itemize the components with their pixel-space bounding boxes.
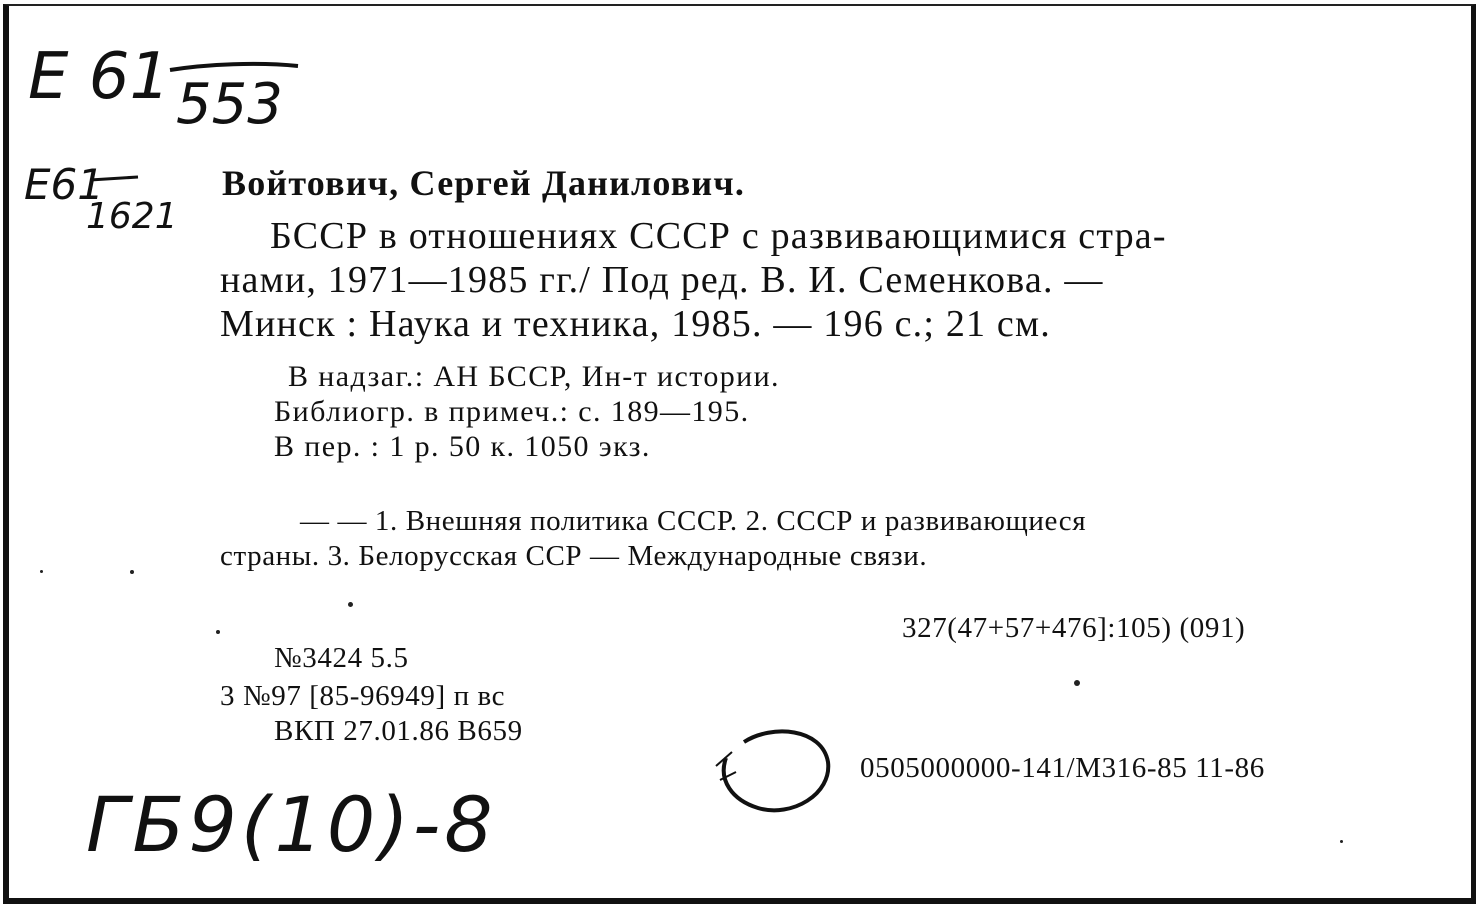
speck	[40, 570, 43, 573]
handwritten-side-code: Е61	[24, 160, 104, 209]
speck	[130, 570, 134, 574]
title-line-2: нами, 1971—1985 гг./ Под ред. В. И. Семенкова. —	[220, 259, 1104, 301]
author-heading: Войтович, Сергей Данилович.	[222, 163, 746, 203]
handwritten-top-code: Е 61	[28, 40, 171, 114]
speck	[348, 602, 353, 607]
title-line-1: БССР в отношениях СССР с развивающимися стра-	[270, 215, 1167, 257]
classification-code: 327(47+57+476]:105) (091)	[902, 612, 1246, 644]
subject-line-1: — — 1. Внешняя политика СССР. 2. СССР и развивающиеся	[300, 505, 1087, 537]
handwritten-top-number: 553	[176, 72, 283, 137]
isbn-code: 0505000000-141/М316-85 11-86	[860, 752, 1265, 784]
handwritten-side-number: 1621	[86, 196, 178, 237]
speck	[216, 630, 220, 634]
stamp-circle	[702, 722, 842, 822]
note-line-1: В надзаг.: АН БССР, Ин-т истории.	[288, 360, 780, 393]
title-line-3: Минск : Наука и техника, 1985. — 196 с.; 21 см.	[220, 303, 1051, 345]
handwritten-side-overline	[88, 172, 148, 186]
subject-line-2: страны. 3. Белорусская ССР — Международные связи.	[220, 540, 928, 572]
record-line-1: №3424 5.5	[274, 642, 409, 674]
speck	[1340, 840, 1343, 843]
speck	[1074, 680, 1080, 686]
record-line-3: ВКП 27.01.86 В659	[274, 715, 523, 747]
note-line-2: Библиогр. в примеч.: с. 189—195.	[274, 395, 750, 428]
handwritten-bottom-mark: ГБ9(10)-8	[86, 780, 497, 869]
record-line-2: 3 №97 [85-96949] п вс	[220, 680, 506, 712]
note-line-3: В пер. : 1 р. 50 к. 1050 экз.	[274, 430, 651, 463]
